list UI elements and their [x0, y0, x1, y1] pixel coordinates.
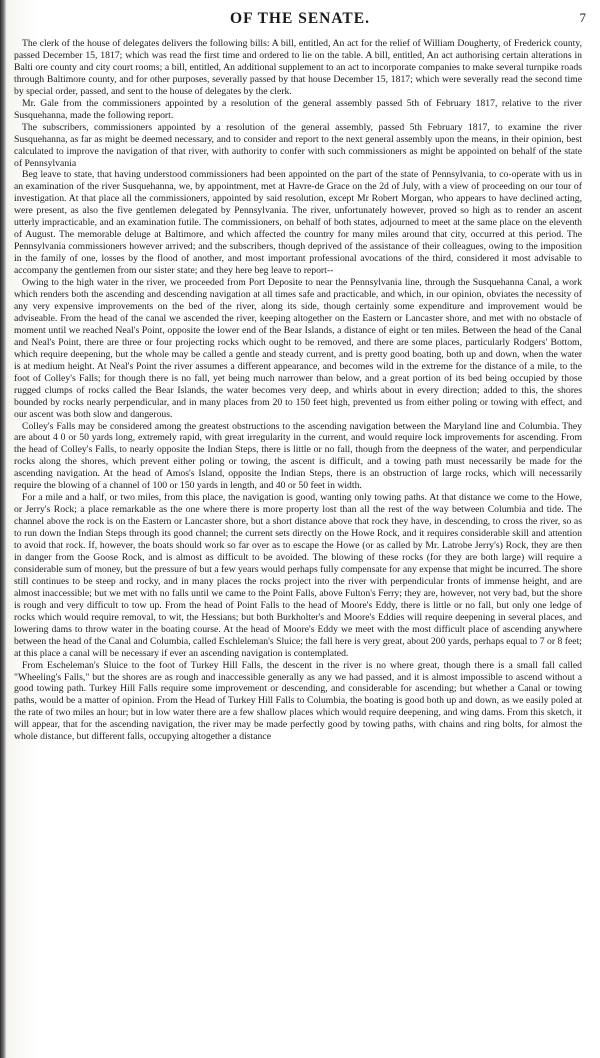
paragraph-clerk-bills: The clerk of the house of delegates delivers the following bills: A bill, entitled, An act for the relief of William Dougherty, of Frederick county, passed December 15, 1817; which was read the first time and ordered to lie on the table. A bill, entitled, An act authorising certain alterations in Balti ore county and city court rooms; a bill, entitled, An additional supplement to an act to incorporate companies to make several turnpike roads through Baltimore county, and for other purposes, severally passed by that house December 15, 1817; which were severally read the second time by special order, passed, and sent to the house of delegates by the clerk. [14, 38, 582, 97]
paragraph-colleys-falls: Colley's Falls may be considered among the greatest obstructions to the ascending navigation between the Maryland line and Columbia. They are about 4 0 or 50 yards long, extremely rapid, with great irregularity in the current, and would require lock improvements for ascending. From the head of Colley's Falls, to nearly opposite the Indian Steps, there is little or no fall, though from the deepness of the water, and perpendicular rocks along the shores, which prevent either poling or towing, the ascent is difficult, and a towing path must necessarily be made for the ascending navigation. At the head of Amos's Island, opposite the Indian Steps, there is an obstruction of large rocks, which will necessarily require the blowing of a channel of 100 or 150 yards in length, and 40 or 50 feet in width. [14, 420, 582, 492]
paragraph-subscribers: The subscribers, commissioners appointed by a resolution of the general assembly, passed 5th February 1817, to examine the river Susquehanna, as far as might be deemed necessary, and to consider and report to the next general assembly upon the means, in their opinion, best calculated to improve the navigation of that river, with authority to confer with such commissioners as might be appointed on behalf of the state of Pennsylvania [14, 121, 582, 169]
paragraph-high-water: Owing to the high water in the river, we proceeded from Port Deposite to near the Pennsylvania line, through the Susquehanna Canal, a work which renders both the ascending and descending navigation at all times safe and practicable, and which, in our opinion, obviates the necessity of any very expensive improvements on the bed of the river, along its side, though certainly some expenditure and improvement would be adviseable. From the head of the canal we ascended the river, keeping altogether on the Eastern or Lancaster shore, and met with no obstacle of moment until we reached Neal's Point, opposite the lower end of the Bear Islands, a distance of eight or ten miles. Between the head of the Canal and Neal's Point, there are three or four projecting rocks which ought to be removed, and there are some places, particularly Rodgers' Bottom, which require deepening, but the whole may be called a gentle and steady current, and is pretty good boating, both up and down, when the water is at medium height. At Neal's Point the river assumes a different appearance, and becomes wild in the extreme for the distance of a mile, to the foot of Colley's Falls; for though there is no fall, yet being much narrower than below, and a great portion of its bed being occupied by those rugged clumps of rocks called the Bear Islands, the water becomes very deep, and whirls about in every direction; added to this, the shores bounded by rocks nearly perpendicular, and in many places from 20 to 150 feet high, prevented us from either poling or towing with effect, and our ascent was both slow and dangerous. [14, 277, 582, 420]
page-header [0, 8, 600, 32]
paragraph-gale-report: Mr. Gale from the commissioners appointed by a resolution of the general assembly passed 5th of February 1817, relative to the river Susquehanna, made the following report. [14, 97, 582, 121]
paragraph-beg-leave: Beg leave to state, that having understood commissioners had been appointed on the part of the state of Pennsylvania, to co-operate with us in an examination of the river Susquehanna, we, by appointment, met at Havre-de Grace on the 2d of July, with a view of proceeding on our tour of investigation. At that place all the commissioners, appointed by said resolution, except Mr Robert Morgan, who appears to have declined acting, were present, as also the five gentlemen delegated by Pennsylvania. The river, unfortunately however, proved so high as to render an ascent utterly impracticable, and an examination futile. The commissioners, on behalf of both states, adjourned to meet at the same place on the eleventh of August. The memorable deluge at Baltimore, and which affected the country for many miles around that city, occurred at this period. The Pennsylvania commissioners however arrived; and the subscribers, though deprived of the assistance of their colleagues, owing to the imposition in the family of one, losses by the flood of another, and most important professional avocations of the third, considered it most advisable to accompany the gentlemen from our sister state; and they here beg leave to report-- [14, 169, 582, 277]
body-text [14, 38, 582, 1050]
paragraph-turkey-hill: From Escheleman's Sluice to the foot of Turkey Hill Falls, the descent in the river is no where great, though there is a small fall called "Wheeling's Falls," but the shores are as rough and inaccessible generally as any we had passed, and it is almost impossible to ascend without a good towing path. Turkey Hill Falls require some improvement or descending, and considerable for ascending; but whether a Canal or towing paths, would be a matter of opinion. From the Head of Turkey Hill Falls to Columbia, the boating is good both up and down, as we easily poled at the rate of two miles an hour; but in low water there are a few shallow places which would require deepening, and wing dams. From this sketch, it will appear, that for the ascending navigation, the river may be made perfectly good by towing paths, with chains and ring bolts, for almost the whole distance, but different falls, occupying altogether a distance [14, 659, 582, 743]
page-number: 7 [579, 10, 586, 25]
running-head: OF THE SENATE. [230, 10, 370, 27]
paragraph-jerrys-rock: For a mile and a half, or two miles, from this place, the navigation is good, wanting only towing paths. At that distance we come to the Howe, or Jerry's Rock; a place remarkable as the one where there is more property lost than all the rest of the way between Columbia and tide. The channel above the rock is on the Eastern or Lancaster shore, but a short distance above that rock they have, in descending, to cross the river, so as to run down the Indian Steps through its good channel; the current sets directly on the Howe Rock, and it requires considerable skill and attention to avoid that rock. If, however, the boats should work so far over as to escape the Howe (or as called by Mr. Latrobe Jerry's) Rock, they are then in danger from the Goose Rock, and is almost as difficult to be avoided. The blowing of these rocks (for they are both large) will require a considerable sum of money, but the pressure of but a few years would perhaps fully compensate for any expense that might be incurred. The shore still continues to be steep and rocky, and in many places the rocks project into the river with perpendicular fronts of immense height, and are almost inaccessible; but we met with no falls until we came to the Point Falls, above Fulton's Ferry; they are, however, not very bad, but the shore is rough and very difficult to tow up. From the head of Point Falls to the head of Moore's Eddy, there is little or no fall, but only one ledge of rocks which would require removal, to wit, the Hessians; but both Burkholter's and Moore's Eddies will require deepening in several places, and lowering dams to throw water in the boating course. At the head of Moore's Eddy we meet with the most difficult place of ascending anywhere between the head of the Canal and Columbia, called Eschleleman's Sluice; the fall here is very great, about 200 yards, perhaps equal to 7 or 8 feet; at this place a canal will be necessary if ever an ascending navigation is contemplated. [14, 492, 582, 659]
binding-gutter [0, 0, 6, 1058]
